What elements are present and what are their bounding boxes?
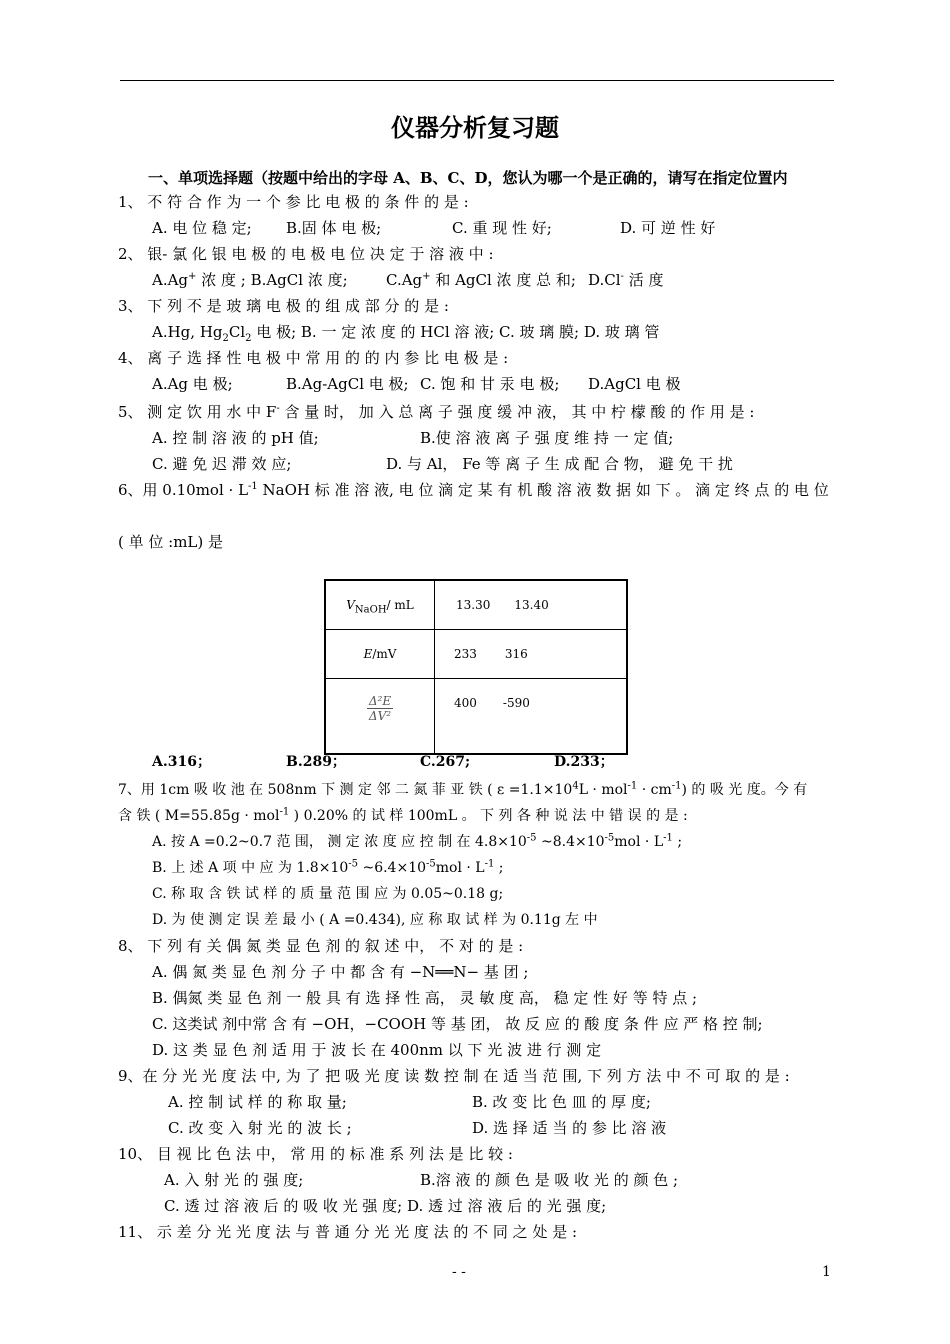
q7-option-a: A. 按 A =0.2~0.7 范 围， 测 定 浓 度 应 控 制 在 $4.8\times 10^{-5}$ $\sim 8.4\times 10^{-5}mol \cdot L^{-1}$ ; — [152, 832, 683, 850]
table-header-potential: E/mV — [325, 630, 435, 679]
q7-option-d: D. 为 使 测 定 误 差 最 小 ( A =0.434), 应 称 取 试 样 为 0.11g 左 中 — [152, 912, 598, 928]
q5-option-d: D. 与 Al， Fe 等 离 子 生 成 配 合 物， 避 免 干 扰 — [386, 455, 733, 473]
q4-option-c: C. 饱 和 甘 汞 电 极; — [420, 375, 560, 393]
question-7-stem: 7、用 1cm 吸 收 池 在 508nm 下 测 定 邻 二 氮 菲 亚 铁 ( $\varepsilon =1.1\times 10^4L \cdot mol^{-1} \cdot cm^{-1}$) 的 吸 光 度。今 有 — [118, 780, 808, 798]
q2-option-c: C.Ag+ 和 AgCl 浓 度 总 和; — [386, 271, 576, 289]
q1-option-d: D. 可 逆 性 好 — [620, 219, 716, 237]
q4-option-a: A.Ag 电 极; — [152, 375, 233, 393]
table-cell: 13.30 13.40 — [435, 580, 628, 630]
q5-option-a: A. 控 制 溶 液 的 pH 值; — [152, 429, 319, 447]
question-7-stem-cont: 含 铁 ( M=55.85g · mol$^{-1}$ ) 0.20% 的 试 样 100mL 。 下 列 各 种 说 法 中 错 误 的 是 : — [118, 806, 688, 824]
question-4-stem: 4、 离 子 选 择 性 电 极 中 常 用 的 的 内 参 比 电 极 是 : — [118, 349, 509, 367]
q2-option-d: D.Cl- 活 度 — [588, 271, 664, 289]
question-5-stem: 5、 测 定 饮 用 水 中 F- 含 量 时， 加 入 总 离 子 强 度 缓 冲 液， 其 中 柠 檬 酸 的 作 用 是 : — [118, 403, 755, 421]
q10-option-cd: C. 透 过 溶 液 后 的 吸 收 光 强 度; D. 透 过 溶 液 后 的 光 强 度; — [164, 1197, 607, 1215]
table-header-second-derivative — [325, 679, 435, 755]
table-row — [325, 580, 627, 630]
page-number: 1 — [822, 1264, 831, 1280]
q1-option-b: B.固 体 电 极; — [286, 219, 382, 237]
question-6-stem-cont: ( 单 位 :mL) 是 — [118, 533, 224, 551]
header-rule — [120, 80, 834, 81]
section-heading: 一、单项选择题（按题中给出的字母 A、B、C、D，您认为哪一个是正确的，请写在指定位置内 — [148, 169, 788, 187]
q8-option-d: D. 这 类 显 色 剂 适 用 于 波 长 在 400nm 以 下 光 波 进 行 测 定 — [152, 1041, 602, 1059]
titration-data-table — [324, 579, 628, 755]
q10-option-a: A. 入 射 光 的 强 度; — [164, 1171, 304, 1189]
q7-option-c: C. 称 取 含 铁 试 样 的 质 量 范 围 应 为 0.05~0.18 g; — [152, 886, 504, 902]
q1-option-c: C. 重 现 性 好; — [452, 219, 552, 237]
q6-option-c: C.267; — [420, 754, 471, 770]
q8-option-c: C. 这类试 剂中常 含 有 −OH，−COOH 等 基 团， 故 反 应 的 酸 度 条 件 应 严 格 控 制; — [152, 1015, 763, 1033]
q5-option-c: C. 避 免 迟 滞 效 应; — [152, 455, 292, 473]
second-derivative-fraction: $\frac{\text{Δ²E}}{\text{ΔV²}}$ — [368, 694, 392, 723]
q3-options: A.Hg, $Hg_2Cl_2$ 电 极; B. 一 定 浓 度 的 HCl 溶 液; C. 玻 璃 膜; D. 玻 璃 管 — [152, 323, 660, 344]
page-title: 仪器分析复习题 — [391, 114, 559, 142]
table-row — [325, 679, 627, 755]
table-cell: 400 -590 — [435, 679, 628, 755]
q1-option-a: A. 电 位 稳 定; — [152, 219, 252, 237]
q4-option-b: B.Ag-AgCl 电 极; — [286, 375, 409, 393]
question-9-stem: 9、在 分 光 光 度 法 中, 为 了 把 吸 光 度 读 数 控 制 在 适 当 范 围, 下 列 方 法 中 不 可 取 的 是 : — [118, 1067, 790, 1085]
q8-option-a: A. 偶 氮 类 显 色 剂 分 子 中 都 含 有 −N══N− 基 团 ; — [152, 963, 529, 981]
q6-option-a: A.316； — [152, 754, 211, 770]
question-11-stem: 11、 示 差 分 光 光 度 法 与 普 通 分 光 光 度 法 的 不 同 之 处 是 : — [118, 1223, 578, 1241]
q9-option-c: C. 改 变 入 射 光 的 波 长 ; — [168, 1119, 352, 1137]
q6-option-d: D.233； — [554, 754, 614, 770]
q2-option-ab: A.Ag+ 浓 度 ; B.AgCl 浓 度; — [152, 271, 348, 289]
table-cell: 233 316 — [435, 630, 628, 679]
question-3-stem: 3、 下 列 不 是 玻 璃 电 极 的 组 成 部 分 的 是 : — [118, 297, 449, 315]
q9-option-b: B. 改 变 比 色 皿 的 厚 度; — [472, 1093, 651, 1111]
question-10-stem: 10、 目 视 比 色 法 中， 常 用 的 标 准 系 列 法 是 比 较 : — [118, 1145, 513, 1163]
footer-marker: - - — [452, 1264, 466, 1280]
q7-option-b: B. 上 述 A 项 中 应 为 $1.8\times 10^{-5}$ $\sim 6.4\times 10^{-5}mol \cdot L^{-1}$ ; — [152, 858, 504, 876]
question-6-stem: 6、用 $0.10mol \cdot L^{-1}$ NaOH 标 准 溶 液, 电 位 滴 定 某 有 机 酸 溶 液 数 据 如 下 。 滴 定 终 点 的 电 位 — [118, 481, 829, 499]
q4-option-d: D.AgCl 电 极 — [588, 375, 681, 393]
q10-option-b: B.溶 液 的 颜 色 是 吸 收 光 的 颜 色 ; — [420, 1171, 679, 1189]
table-header-volume: $V_{NaOH}/$ mL — [325, 580, 435, 630]
q9-option-a: A. 控 制 试 样 的 称 取 量; — [168, 1093, 347, 1111]
q6-option-b: B.289； — [286, 754, 346, 770]
question-1-stem: 1、 不 符 合 作 为 一 个 参 比 电 极 的 条 件 的 是 : — [118, 193, 469, 211]
q8-option-b: B. 偶氮 类 显 色 剂 一 般 具 有 选 择 性 高， 灵 敏 度 高， 稳 定 性 好 等 特 点 ; — [152, 989, 698, 1007]
q5-option-b: B.使 溶 液 离 子 强 度 维 持 一 定 值; — [420, 429, 674, 447]
q9-option-d: D. 选 择 适 当 的 参 比 溶 液 — [472, 1119, 667, 1137]
question-2-stem: 2、 银- 氯 化 银 电 极 的 电 极 电 位 决 定 于 溶 液 中 : — [118, 245, 494, 263]
table-row — [325, 630, 627, 679]
question-8-stem: 8、 下 列 有 关 偶 氮 类 显 色 剂 的 叙 述 中， 不 对 的 是 : — [118, 937, 524, 955]
